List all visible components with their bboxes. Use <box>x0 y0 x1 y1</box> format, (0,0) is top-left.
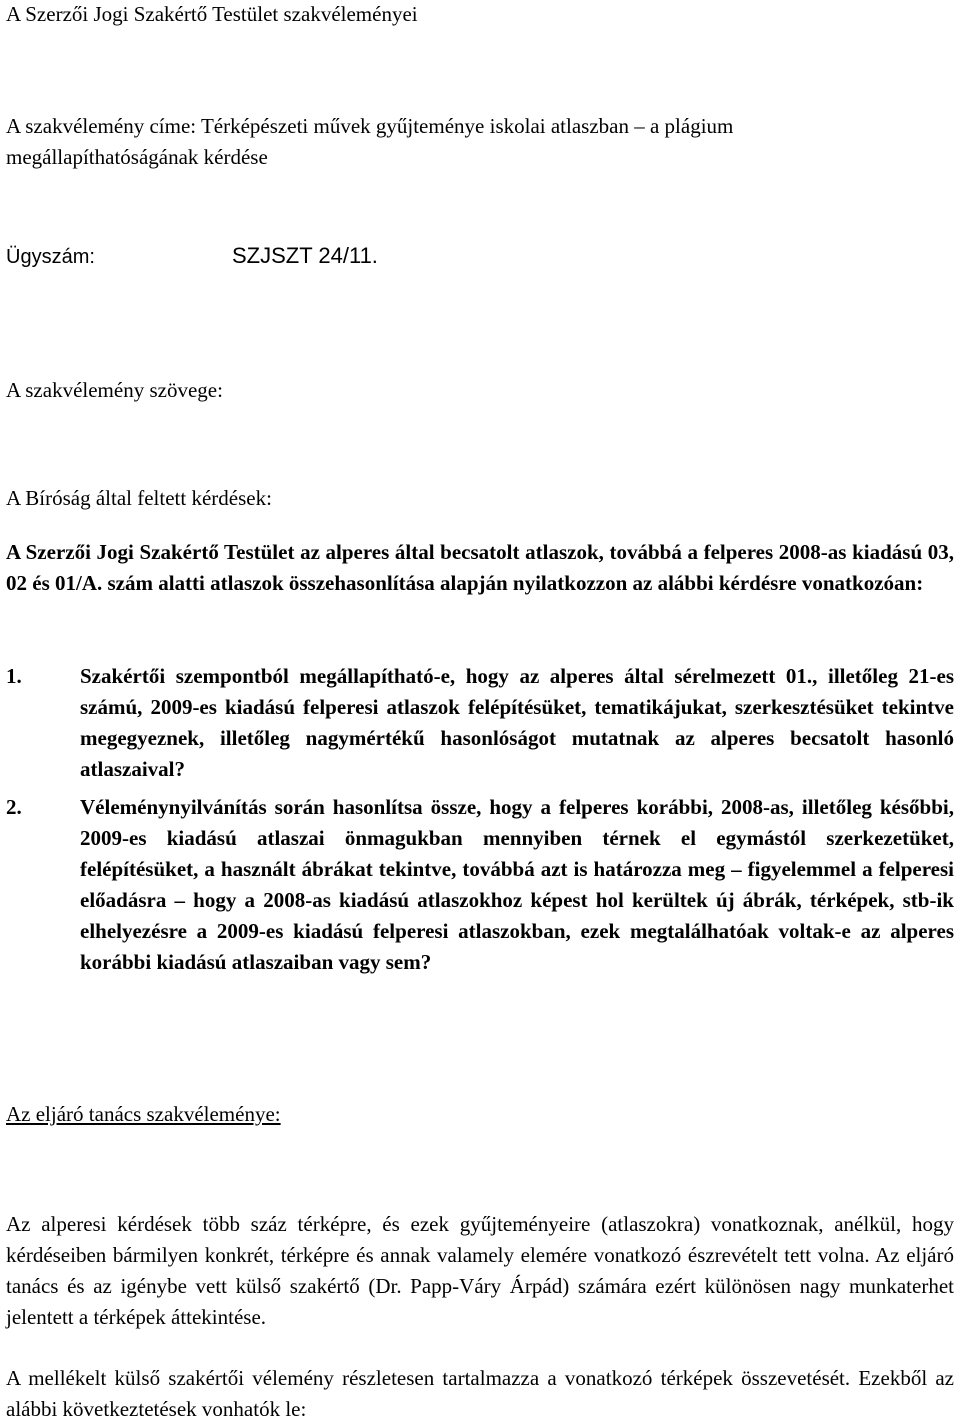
question-item-1 <box>6 661 954 785</box>
case-number-row <box>6 242 95 271</box>
opinion-title-line-2: megállapíthatóságának kérdése <box>6 145 268 169</box>
court-questions-heading: A Bíróság által feltett kérdések: <box>6 486 272 510</box>
case-number-value: SZJSZT 24/11. <box>232 243 378 268</box>
question-item-2 <box>6 792 954 978</box>
question-number-2: 2. <box>6 795 22 819</box>
question-text-1: Szakértői szempontból megállapítható-e, hogy az alperes által sérelmezett 01., illetőleg 21-es számú, 2009-es kiadású felperesi atlaszok felépítésüket, tematikájukat, szerkesztésüket tekintve megegyeznek, illetőleg nagymértékű hasonlóságot mutatnak az alperes becsatolt hasonló atlaszaival? <box>80 664 954 781</box>
opinion-paragraph-1: Az alperesi kérdések több száz térképre, és ezek gyűjteményeire (atlaszokra) vonatkoznak, anélkül, hogy kérdéseiben bármilyen konkrét, térképre és annak valamely elemére vonatkozó észrevételt tett volna. Az eljáró tanács és az igénybe vett külső szakértő (Dr. Papp-Váry Árpád) számára ezért különösen nagy munkaterhet jelentett a térképek áttekintése. <box>6 1212 954 1329</box>
intro-paragraph: A Szerzői Jogi Szakértő Testület az alperes által becsatolt atlaszok, továbbá a felperes 2008-as kiadású 03, 02 és 01/A. szám alatti atlaszok összehasonlítása alapján nyilatkozzon az alábbi kérdésre vonatkozóan: <box>6 540 954 595</box>
opinion-paragraph-2: A mellékelt külső szakértői vélemény részletesen tartalmazza a vonatkozó térképek összevetését. Ezekből az alábbi következtetések vonhatók le: <box>6 1366 954 1421</box>
question-text-2: Véleménynyilvánítás során hasonlítsa össze, hogy a felperes korábbi, 2008-as, illetőleg későbbi, 2009-es kiadású atlaszai önmagukban mennyiben térnek el egymástól szerkezetüket, felépítésüket, a használt ábrákat tekintve, továbbá azt is határozza meg – figyelemmel a felperesi előadásra – hogy a 2008-as kiadású atlaszokhoz képest hol kerültek új ábrák, térképek, stb-ik elhelyezésre a 2009-es kiadású felperesi atlaszokban, ezek megtalálhatóak voltak-e az alperes korábbi kiadású atlaszaiban vagy sem? <box>80 795 954 974</box>
document-header-title: A Szerzői Jogi Szakértő Testület szakvéleményei <box>6 2 418 26</box>
opinion-title-line-1: A szakvélemény címe: Térképészeti művek gyűjteménye iskolai atlaszban – a plágium <box>6 114 734 138</box>
panel-opinion-heading: Az eljáró tanács szakvéleménye: <box>6 1102 281 1126</box>
case-number-label: Ügyszám: <box>6 246 95 268</box>
opinion-text-heading: A szakvélemény szövege: <box>6 378 223 402</box>
question-number-1: 1. <box>6 664 22 688</box>
